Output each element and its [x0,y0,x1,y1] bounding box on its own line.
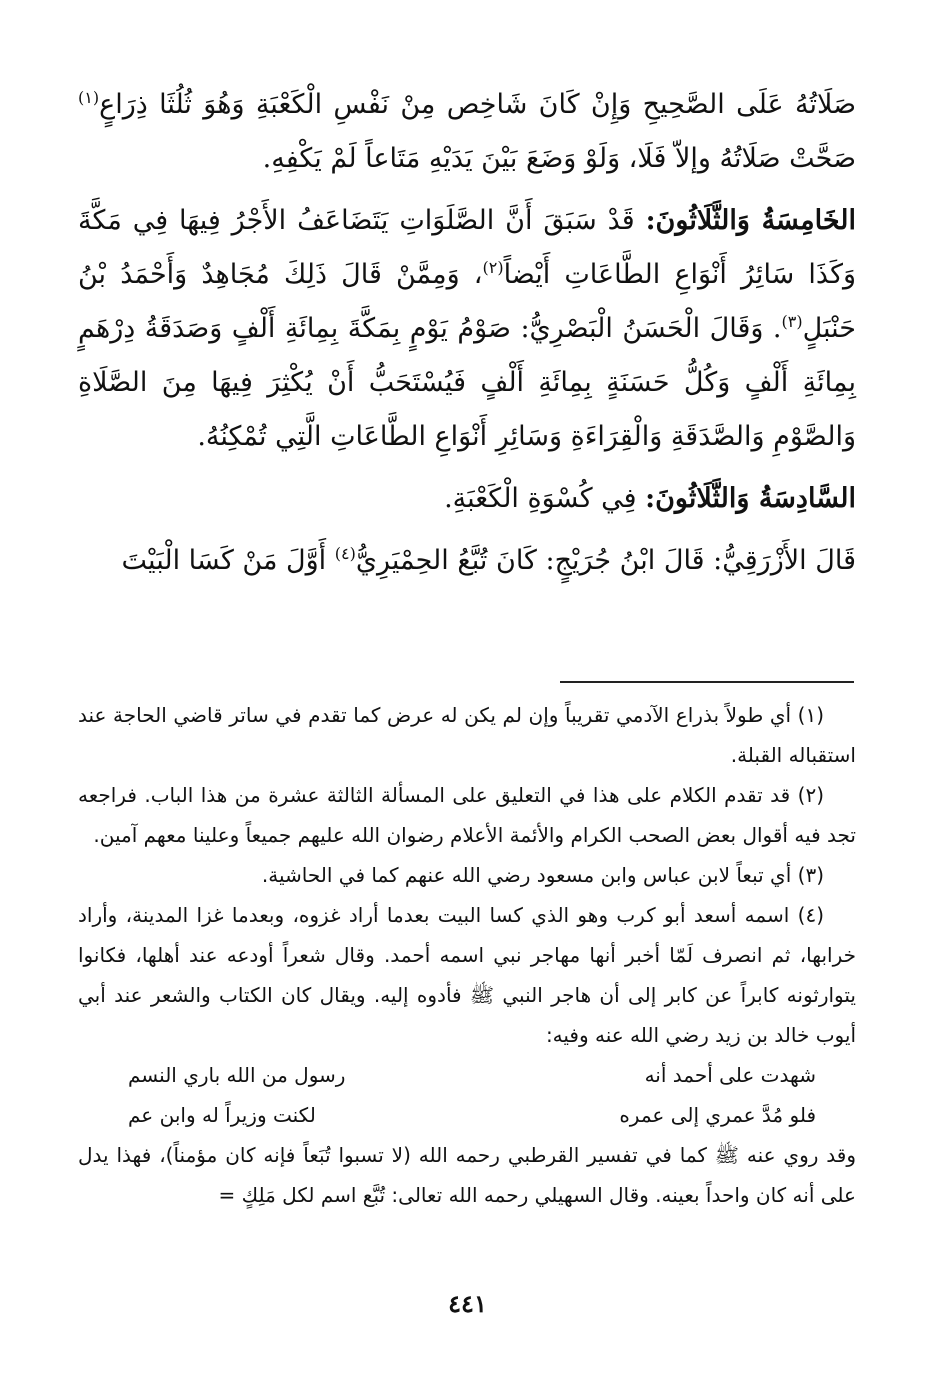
paragraph-azraqi [78,534,856,588]
footnote-4-text: اسمه أسعد أبو كرب وهو الذي كسا البيت بعدما أراد غزوه، وبعدما غزا المدينة، وأراد خرابها، ثم انصرف لَمّا أخبر أنها مهاجر نبي اسمه أحمد. وقال شعراً أودعه عند أهلها، فكانوا يتوارثونه كابراً عن كابر إلى أن هاجر النبي ﷺ فأدوه إليه. ويقال كان الكتاب والشعر عند أبي أيوب خالد بن زيد رضي الله عنه وفيه: [78,903,856,1047]
footnote-3-number: (٣) [797,863,824,887]
poem-verse-2-first-half: فلو مُدَّ عمري إلى عمره [619,1103,816,1127]
footnote-1-number: (١) [797,703,824,727]
paragraph-azraqi-text-b: أَوَّلَ مَنْ كَسَا الْبَيْتَ [121,545,327,576]
poem-verse-1-first-half: شهدت على أحمد أنه [644,1063,816,1087]
section-35-heading: الخَامِسَةُ وَالثَّلَاثُونَ: [645,205,856,236]
section-35-text-a: قَدْ سَبَقَ أَنَّ الصَّلَوَاتِ يَتَضَاعَفُ الأَجْرُ فِيهَا فِي مَكَّةَ وَكَذَا سَائِرُ أَنْوَاعِ الطَّاعَاتِ أَيْضاً [78,205,856,290]
footnote-4-continuation [78,1135,856,1215]
page-number: ٤٤١ [448,1289,487,1318]
footnote-1 [78,695,856,775]
footnote-2-text: قد تقدم الكلام على هذا في التعليق على المسألة الثالثة عشرة من هذا الباب. فراجعه تجد فيه أقوال بعض الصحب الكرام والأئمة الأعلام رضوان الله عليهم جميعاً وعلينا معهم آمين. [78,783,856,847]
poem-verse-2 [78,1095,856,1135]
poem-verse-1-second-half: رسول من الله باري النسم [128,1063,346,1087]
footnote-ref-1: (١) [78,88,100,107]
footnote-2 [78,775,856,855]
footnote-separator [560,681,854,683]
footnote-3 [78,855,856,895]
footnote-1-text: أي طولاً بذراع الآدمي تقريباً وإن لم يكن له عرض كما تقدم في ساتر قاضي الحاجة عند استقباله القبلة. [78,703,856,767]
section-36-heading: السَّادِسَةُ وَالثَّلَاثُونَ: [645,483,856,514]
footnote-4 [78,895,856,1055]
footnote-2-number: (٢) [797,783,824,807]
footnote-ref-2: (٢) [482,258,504,277]
poem-verse-2-second-half: لكنت وزيراً له وابن عم [128,1103,316,1127]
footnote-ref-4: (٤) [334,544,356,563]
paragraph-1-line-2: صَحَّتْ صَلَاتُهُ وإلاّ فَلَا، وَلَوْ وَضَعَ بَيْنَ يَدَيْهِ مَتَاعاً لَمْ يَكْفِهِ. [262,143,856,174]
section-35-text-c: . وَقَالَ الْحَسَنُ الْبَصْرِيُّ: صَوْمُ يَوْمٍ بِمَكَّةَ بِمِائَةِ أَلْفٍ وَصَدَقَةُ دِرْهَمٍ بِمِائَةِ أَلْفٍ وَكُلُّ حَسَنَةٍ بِمِائَةِ أَلْفٍ فَيُسْتَحَبُّ أَنْ يُكْثِرَ فِيهَا مِنَ الصَّلَاةِ وَالصَّوْمِ وَالصَّدَقَةِ وَالْقِرَاءَةِ وَسَائِرِ أَنْوَاعِ الطَّاعَاتِ الَّتِي تُمْكِنُهُ. [78,313,856,452]
section-36 [78,472,856,526]
footnote-4-continuation-text: وقد روي عنه ﷺ كما في تفسير القرطبي رحمه الله (لا تسبوا تُبَعاً فإنه كان مؤمناً)، فهذا يدل على أنه كان واحداً بعينه. وقال السهيلي رحمه الله تعالى: تُبَّع اسم لكل مَلِكٍ = [78,1143,856,1207]
main-text [78,78,856,588]
poem-verse-1 [78,1055,856,1095]
section-35-text-b: ، وَمِمَّنْ قَالَ ذَلِكَ مُجَاهِدٌ وَأَحْمَدُ بْنُ حَنْبَلٍ [78,259,856,344]
footnote-ref-3: (٣) [781,312,803,331]
paragraph-1 [78,78,856,186]
section-35 [78,194,856,464]
footnote-3-text: أي تبعاً لابن عباس وابن مسعود رضي الله عنهم كما في الحاشية. [261,863,792,887]
section-36-title: فِي كُسْوَةِ الْكَعْبَةِ. [444,483,637,514]
footnotes [78,695,856,1215]
paragraph-1-line-1: صَلَاتُهُ عَلَى الصَّحِيحِ وَإِنْ كَانَ شَاخِص مِنْ نَفْسِ الْكَعْبَةِ وَهُوَ ثُلُثَا ذِرَاعٍ [99,89,856,120]
paragraph-azraqi-text-a: قَالَ الأَزْرَقِيُّ: قَالَ ابْنُ جُرَيْجٍ: كَانَ تُبَّعُ الحِمْيَرِيُّ [355,545,856,576]
footnote-4-number: (٤) [797,903,825,927]
